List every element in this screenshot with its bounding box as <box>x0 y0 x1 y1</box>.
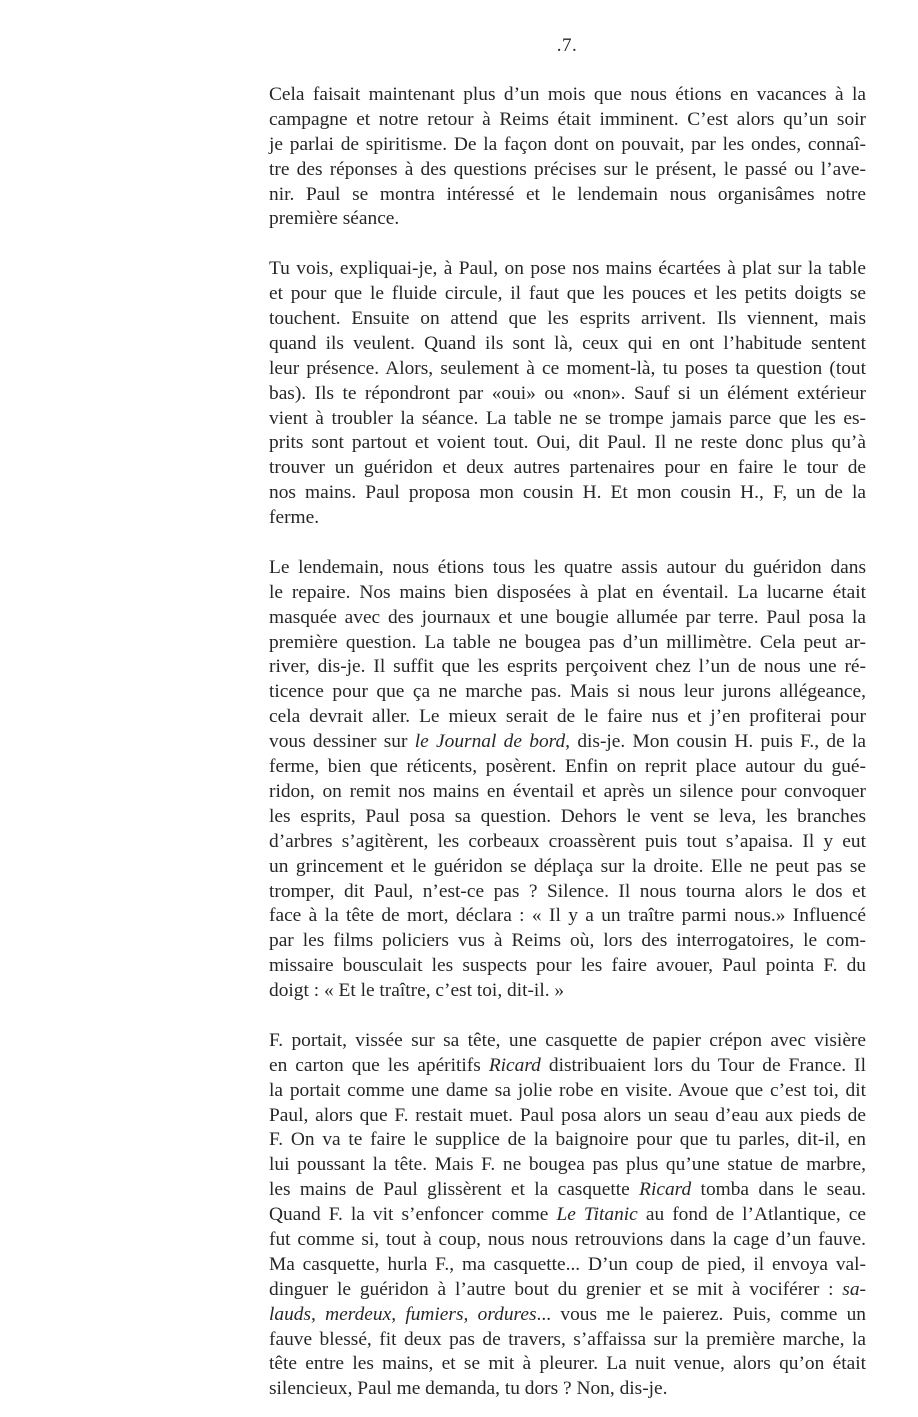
text-line <box>269 1203 866 1228</box>
text-segment: prits sont partout et voient tout. Oui, dit Paul. Il ne reste donc plus qu’à <box>269 432 866 454</box>
text-segment: Cela faisait maintenant plus d’un mois que nous étions en vacances à la <box>269 84 866 105</box>
italic-text: sa- <box>842 1278 866 1300</box>
text-line <box>269 1278 866 1303</box>
text-segment: quand ils veulent. Quand ils sont là, ceux qui en ont l’habitude sentent <box>269 332 866 354</box>
text-line <box>269 631 866 656</box>
text-segment: dis-je. Mon cousin H. puis F., de la <box>570 731 866 753</box>
text-line <box>269 207 866 232</box>
text-line <box>269 1079 866 1104</box>
text-segment: trouver un guéridon et deux autres partenaires pour en faire le tour de <box>269 457 866 479</box>
text-segment: leur présence. Alors, seulement à ce moment-là, tu poses ta question (tout <box>269 357 866 379</box>
text-line <box>269 556 866 581</box>
text-line <box>269 307 866 332</box>
paragraph <box>269 83 866 232</box>
text-line <box>269 904 866 929</box>
italic-text: Le Titanic <box>556 1204 638 1226</box>
text-segment: touchent. Ensuite on attend que les esprits arrivent. Ils viennent, mais <box>269 308 866 330</box>
text-segment: dinguer le guéridon à l’autre bout du grenier et se mit à vociférer : <box>269 1278 843 1300</box>
text-segment: je parlai de spiritisme. De la façon dont on pouvait, par les ondes, connaî- <box>269 133 866 155</box>
text-line <box>269 680 866 705</box>
text-line <box>269 979 866 1004</box>
paragraph-gap <box>269 232 866 257</box>
text-line <box>269 954 866 979</box>
text-segment: un grincement et le guéridon se déplaça sur la droite. Elle ne peut pas se <box>269 855 866 877</box>
text-segment: missaire bousculait les suspects pour les faire avouer, Paul pointa F. du <box>269 955 866 977</box>
text-line <box>269 805 866 830</box>
italic-text: Ricard <box>639 1179 692 1201</box>
text-segment: ticence pour que ça ne marche pas. Mais si nous leur jurons allégeance, <box>269 681 866 703</box>
text-segment: cela devrait aller. Le mieux serait de le faire nus et j’en profiterai pour <box>269 706 866 728</box>
text-line <box>269 1303 866 1328</box>
text-line <box>269 705 866 730</box>
text-line <box>269 1228 866 1253</box>
text-segment: le repaire. Nos mains bien disposées à plat en éventail. La lucarne était <box>269 581 866 603</box>
text-segment: river, dis-je. Il suffit que les esprits perçoivent chez l’un de nous une ré- <box>269 656 866 678</box>
text-segment: fut comme si, tout à coup, nous nous retrouvions dans la cage d’un fauve. <box>269 1228 866 1250</box>
text-segment: lui poussant la tête. Mais F. ne bougea pas plus qu’une statue de marbre, <box>269 1154 866 1176</box>
text-segment: distribuaient lors du Tour de France. Il <box>540 1054 866 1076</box>
text-segment: ferme. <box>269 507 320 529</box>
text-segment: bas). Ils te répondront par «oui» ou «non». Sauf si un élément extérieur <box>269 382 866 404</box>
text-segment: Quand F. la vit s’enfoncer comme <box>269 1204 557 1226</box>
text-column <box>269 83 866 1402</box>
text-line <box>269 257 866 282</box>
paragraph-gap <box>269 1004 866 1029</box>
text-segment: ridon, on remit nos mains en éventail et après un silence pour convoquer <box>269 780 866 802</box>
text-segment: campagne et notre retour à Reims était imminent. C’est alors qu’un soir <box>269 108 866 130</box>
text-segment: vous dessiner sur <box>269 731 415 753</box>
text-segment: les esprits, Paul posa sa question. Dehors le vent se leva, les branches <box>269 805 866 827</box>
text-segment: nos mains. Paul proposa mon cousin H. Et mon cousin H., F, un de la <box>269 482 866 504</box>
text-segment: tomba dans le seau. <box>691 1179 866 1201</box>
text-line <box>269 357 866 382</box>
text-segment: la portait comme une dame sa jolie robe en visite. Avoue que c’est toi, dit <box>269 1079 866 1101</box>
paragraph-gap <box>269 531 866 556</box>
text-segment: ferme, bien que réticents, posèrent. Enfin on reprit place autour du gué- <box>269 756 866 778</box>
text-line <box>269 655 866 680</box>
text-segment: Tu vois, expliquai-je, à Paul, on pose nos mains écartées à plat sur la table <box>269 258 866 280</box>
italic-text: le Journal de bord, <box>414 731 571 753</box>
text-segment: F. On va te faire le supplice de la baignoire pour que tu parles, dit-il, en <box>269 1129 866 1151</box>
text-line <box>269 1054 866 1079</box>
text-line <box>269 581 866 606</box>
text-line <box>269 1377 866 1402</box>
text-segment: vient à troubler la séance. La table ne se trompe jamais parce que les es- <box>269 407 866 429</box>
text-line <box>269 506 866 531</box>
text-segment: nir. Paul se montra intéressé et le lendemain nous organisâmes notre <box>269 183 866 205</box>
text-line <box>269 1328 866 1353</box>
text-line <box>269 183 866 208</box>
text-segment: première question. La table ne bougea pas d’un millimètre. Cela peut ar- <box>269 631 866 653</box>
text-line <box>269 830 866 855</box>
text-line <box>269 481 866 506</box>
text-line <box>269 855 866 880</box>
text-segment: par les films policiers vus à Reims où, lors des interrogatoires, le com- <box>269 930 866 952</box>
paragraph <box>269 257 866 531</box>
text-segment: Ma casquette, hurla F., ma casquette... D’un coup de pied, il envoya val- <box>269 1253 866 1275</box>
text-segment: fauve blessé, fit deux pas de travers, s’affaissa sur la première marche, la <box>269 1328 866 1350</box>
text-line <box>269 755 866 780</box>
italic-text: lauds, merdeux, fumiers, ordures <box>269 1303 537 1325</box>
paragraph <box>269 556 866 1004</box>
text-line <box>269 880 866 905</box>
text-line <box>269 929 866 954</box>
text-line <box>269 83 866 108</box>
text-line <box>269 1128 866 1153</box>
text-segment: au fond de l’Atlantique, ce <box>637 1204 866 1226</box>
text-line <box>269 730 866 755</box>
paragraph <box>269 1029 866 1402</box>
text-line <box>269 780 866 805</box>
text-line <box>269 282 866 307</box>
text-line <box>269 431 866 456</box>
text-segment: face à la tête de mort, déclara : « Il y a un traître parmi nous.» Influencé <box>269 905 866 927</box>
text-line <box>269 382 866 407</box>
text-line <box>269 1104 866 1129</box>
text-segment: première séance. <box>269 208 400 230</box>
text-segment: Paul, alors que F. restait muet. Paul posa alors un seau d’eau aux pieds de <box>269 1104 866 1126</box>
text-line <box>269 407 866 432</box>
text-segment: Le lendemain, nous étions tous les quatre assis autour du guéridon dans <box>269 556 866 578</box>
text-line <box>269 108 866 133</box>
text-segment: tête entre les mains, et se mit à pleurer. La nuit venue, alors qu’on était <box>269 1353 866 1375</box>
text-line <box>269 456 866 481</box>
text-segment: d’arbres s’agitèrent, les corbeaux croassèrent puis tout s’apaisa. Il y eut <box>269 830 866 852</box>
text-segment: tromper, dit Paul, n’est-ce pas ? Silence. Il nous tourna alors le dos et <box>269 880 866 902</box>
text-segment: doigt : « Et le traître, c’est toi, dit-il. » <box>269 980 565 1002</box>
text-line <box>269 1178 866 1203</box>
text-line <box>269 332 866 357</box>
text-segment: les mains de Paul glissèrent et la casquette <box>269 1179 640 1201</box>
text-segment: F. portait, vissée sur sa tête, une casquette de papier crépon avec visière <box>269 1029 866 1051</box>
text-segment: ... vous me le paierez. Puis, comme un <box>536 1303 866 1325</box>
text-segment: tre des réponses à des questions précises sur le présent, le passé ou l’ave- <box>269 158 866 180</box>
text-line <box>269 1029 866 1054</box>
text-segment: en carton que les apéritifs <box>269 1054 489 1076</box>
text-line <box>269 158 866 183</box>
text-line <box>269 1253 866 1278</box>
text-segment: et pour que le fluide circule, il faut que les pouces et les petits doigts se <box>269 283 866 305</box>
text-line <box>269 1153 866 1178</box>
italic-text: Ricard <box>488 1054 541 1076</box>
text-line <box>269 1352 866 1377</box>
text-line <box>269 606 866 631</box>
text-segment: masquée avec des journaux et une bougie allumée par terre. Paul posa la <box>269 606 866 628</box>
text-segment: silencieux, Paul me demanda, tu dors ? Non, dis-je. <box>269 1378 668 1400</box>
page-number: .7. <box>556 35 578 56</box>
text-line <box>269 133 866 158</box>
